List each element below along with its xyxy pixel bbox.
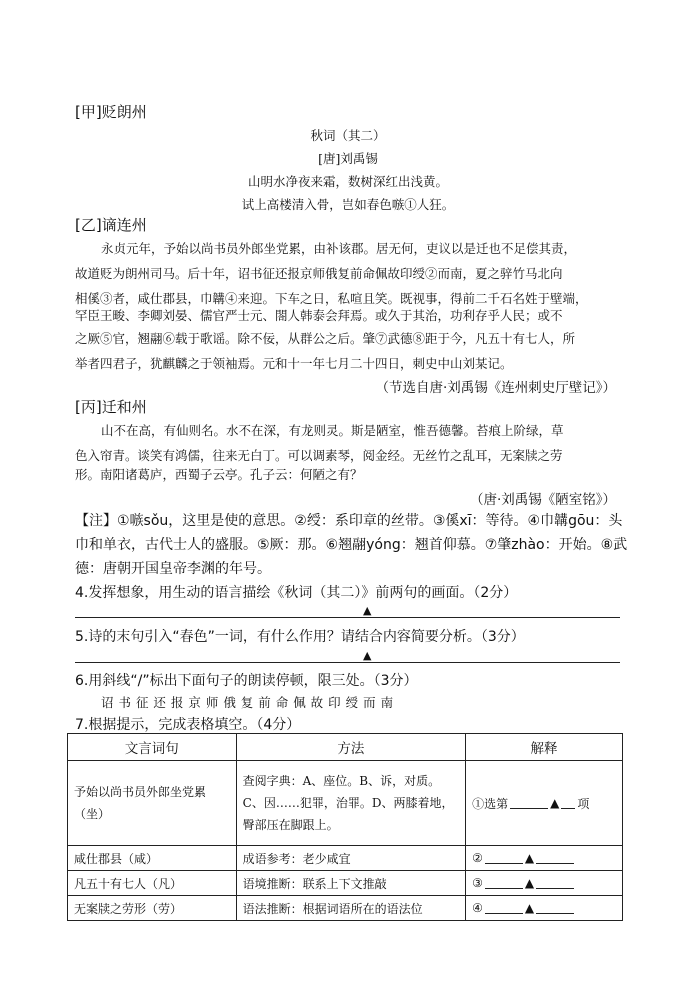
table-cell-answer <box>466 761 623 846</box>
answer-blank[interactable] <box>536 902 574 914</box>
answer-prefix: ④ <box>472 901 483 915</box>
answer-blank[interactable] <box>485 877 523 889</box>
q7-table <box>67 733 623 921</box>
table-header: 解释 <box>466 734 623 761</box>
table-cell-method: 成语参考：老少咸宜 <box>236 846 465 871</box>
answer-blank[interactable] <box>536 877 574 889</box>
answer-blank[interactable] <box>485 902 523 914</box>
answer-marker: ▲ <box>363 604 372 617</box>
section-jia-heading: [甲]贬朗州 <box>75 103 147 121</box>
table-cell-phrase: 咸仕郡县（咸） <box>68 846 237 871</box>
question-6: 6.用斜线“/”标出下面句子的朗读停顿，限三处。（3分） <box>75 673 418 689</box>
answer-prefix: ② <box>472 851 483 865</box>
answer-marker: ▲ <box>524 851 535 865</box>
answer-suffix: 项 <box>577 796 590 811</box>
answer-blank[interactable] <box>536 852 574 864</box>
prose-bing-line: 山不在高，有仙则名。水不在深，有龙则灵。斯是陋室，惟吾德馨。苔痕上阶绿，草 <box>101 423 564 438</box>
answer-marker: ▲ <box>363 649 372 662</box>
answer-prefix: ①选第 <box>472 796 509 811</box>
table-cell-method: 查阅字典：A、座位。B、诉，对质。C、因……犯罪，治罪。D、两膝着地，臀部压在脚跟上。 <box>236 761 465 846</box>
answer-line-q5[interactable] <box>75 662 620 663</box>
table-cell-answer <box>466 896 623 921</box>
table-row <box>68 871 623 896</box>
note-line: 【注】①嗾sǒu，这里是使的意思。②绶：系印章的丝带。③傒xī：等待。④巾韝gōu：头 <box>75 513 623 529</box>
prose-yi-line: 相傒③者，咸仕郡县，巾韝④来迎。下车之日，私喧且笑。既视事，得前二千石名姓于壁端， <box>75 291 588 306</box>
table-header: 文言词句 <box>68 734 237 761</box>
prose-yi-line: 故道贬为朗州司马。后十年，诏书征还报京师俄复前命佩故印绶②而南，夏之骍竹马北向 <box>75 266 563 281</box>
answer-line-q4[interactable] <box>75 617 620 618</box>
note-line: 德：唐朝开国皇帝李渊的年号。 <box>75 561 271 577</box>
answer-blank[interactable] <box>561 797 575 809</box>
table-row <box>68 761 623 846</box>
table-row <box>68 846 623 871</box>
question-4: 4.发挥想象，用生动的语言描绘《秋词（其二）》前两句的画面。（2分） <box>75 585 518 601</box>
table-cell-phrase: 无案牍之劳形（劳） <box>68 896 237 921</box>
prose-yi-line: 罕臣王畯、李卿刘晏、儒官严士元、閤人韩泰会拜焉。或久于其治，功利存乎人民；或不 <box>75 308 563 323</box>
section-yi-heading: [乙]谪连州 <box>75 216 147 234</box>
note-line: 巾和单衣，古代士人的盛服。⑤厥：那。⑥翘翮yóng：翘首仰慕。⑦肇zhào：开始。⑧武 <box>75 537 628 553</box>
table-cell-method: 语法推断：根据词语所在的语法位 <box>236 896 465 921</box>
table-cell-phrase: 予始以尚书员外郎坐党累（坐） <box>68 761 237 846</box>
answer-blank[interactable] <box>510 797 548 809</box>
prose-bing-line: 形。南阳诸葛庐，西蜀子云亭。孔子云：何陋之有？ <box>75 467 363 482</box>
answer-marker: ▲ <box>524 876 535 890</box>
poem-title: 秋词（其二） <box>310 128 386 143</box>
answer-blank[interactable] <box>485 852 523 864</box>
table-header: 方法 <box>236 734 465 761</box>
source-yi: （节选自唐·刘禹锡《连州刺史厅壁记》） <box>375 380 616 396</box>
table-header-row <box>68 734 623 761</box>
poem-line-2: 试上高楼清入骨，岂如春色嗾①人狂。 <box>241 197 455 212</box>
poem-line-1: 山明水净夜来霜，数树深红出浅黄。 <box>247 174 448 189</box>
section-bing-heading: [丙]迁和州 <box>75 398 147 416</box>
answer-prefix: ③ <box>472 876 483 890</box>
poem-author: [唐]刘禹锡 <box>318 151 378 166</box>
table-cell-phrase: 凡五十有七人（凡） <box>68 871 237 896</box>
prose-bing-line: 色入帘青。谈笑有鸿儒，往来无白丁。可以调素琴，阅金经。无丝竹之乱耳，无案牍之劳 <box>75 448 563 463</box>
source-bing: （唐·刘禹锡《陋室铭》） <box>469 492 616 508</box>
table-cell-answer <box>466 846 623 871</box>
answer-marker: ▲ <box>524 901 535 915</box>
question-5: 5.诗的末句引入“春色”一词，有什么作用？请结合内容简要分析。（3分） <box>75 629 525 645</box>
table-row <box>68 896 623 921</box>
prose-yi-line: 之厥⑤官，翘翮⑥载于歌谣。除不佞，从群公之后。肇⑦武德⑧距于今，凡五十有七人，所 <box>75 331 576 346</box>
prose-yi-line: 举者四君子，犹麒麟之于领袖焉。元和十一年七月二十四日，刺史中山刘某记。 <box>75 356 513 371</box>
table-cell-answer <box>466 871 623 896</box>
table-cell-method: 语境推断：联系上下文推敲 <box>236 871 465 896</box>
answer-marker: ▲ <box>550 796 560 810</box>
q6-sentence[interactable]: 诏 书 征 还 报 京 师 俄 复 前 命 佩 故 印 绶 而 南 <box>101 695 394 710</box>
prose-yi-line: 永贞元年，予始以尚书员外郎坐党累，由补该郡。居无何，吏议以是迁也不足偿其责， <box>101 241 577 256</box>
question-7: 7.根据提示，完成表格填空。（4分） <box>75 717 301 733</box>
